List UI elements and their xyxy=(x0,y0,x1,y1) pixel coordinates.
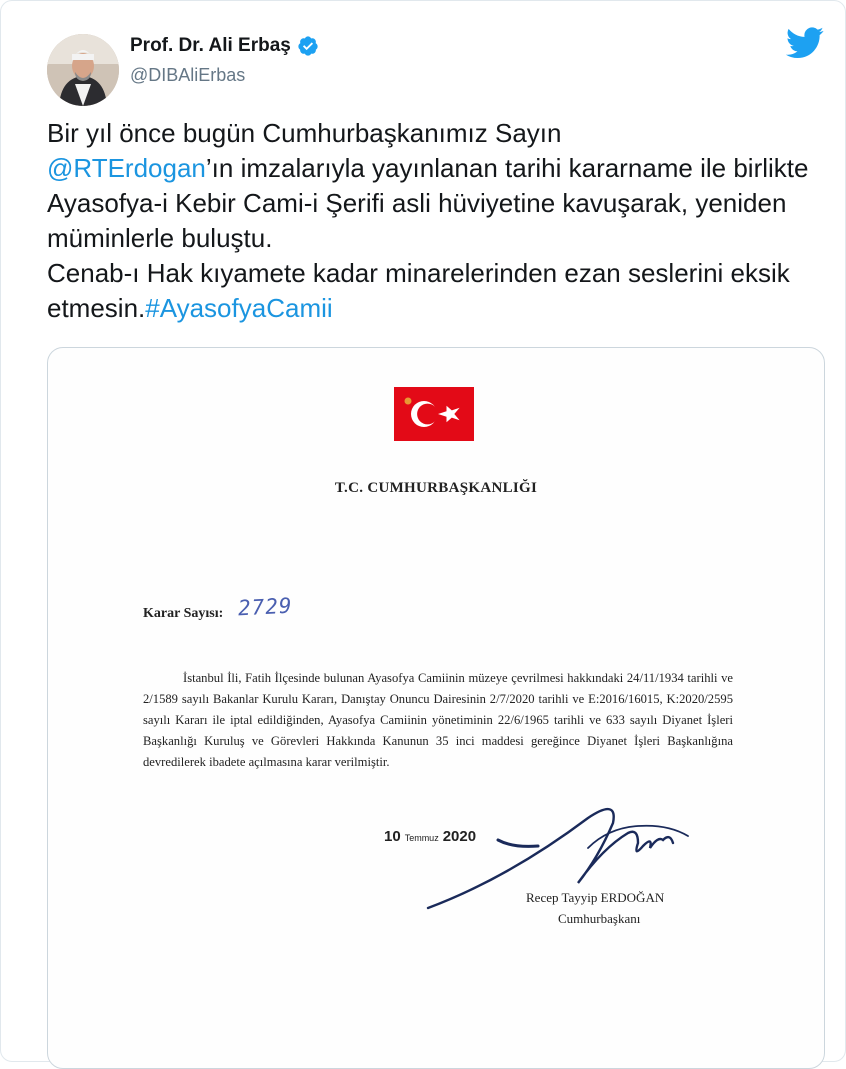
user-handle[interactable]: @DIBAliErbas xyxy=(130,65,246,85)
decree-body: İstanbul İli, Fatih İlçesinde bulunan Ayasofya Camiinin müzeye çevrilmesi hakkındaki 24/11/1934 tarihli ve 2/1589 sayılı Bakanlar Kurulu Kararı, Danıştay Onuncu Dairesinin 2/7/2020 tarihli ve E:2016/16015, K:2020/2595 sayılı Kararı ile iptal edildiğinden, Ayasofya Camiinin yönetiminin 22/6/1965 tarihli ve 633 sayılı Diyanet İşleri Başkanlığı Kuruluş ve Görevleri Hakkında Kanunun 35 inci maddesi gereğince Diyanet İşleri Başkanlığına devredilerek ibadete açılmasına karar verilmiştir. xyxy=(143,671,733,769)
tweet-text-line3: Cenab-ı Hak kıyamete kadar minarelerinden ezan seslerini eksik etmesin. xyxy=(47,258,790,323)
media-image[interactable] xyxy=(47,347,825,1069)
avatar-photo xyxy=(47,34,119,106)
document-title: T.C. CUMHURBAŞKANLIĞI xyxy=(334,480,538,496)
mention-link[interactable]: @RTErdogan xyxy=(47,153,206,183)
tweet-text-line2: ’ın imzalarıyla yayınlanan tarihi kararname ile birlikte Ayasofya-i Kebir Cami-i Şerifi asli hüviyetine kavuşarak, yeniden müminlerle buluştu. xyxy=(47,153,809,253)
date-day: 10 xyxy=(384,828,401,845)
verified-badge-icon xyxy=(297,35,319,57)
tweet-text-line1: Bir yıl önce bugün Cumhurbaşkanımız Sayın xyxy=(47,118,562,148)
twitter-bird-icon[interactable] xyxy=(785,27,825,59)
signer-title: Cumhurbaşkanı xyxy=(558,911,641,926)
decree-date xyxy=(384,828,476,845)
display-name[interactable]: Prof. Dr. Ali Erbaş xyxy=(130,35,291,56)
decree-document xyxy=(48,348,824,1068)
decision-number-label: Karar Sayısı: xyxy=(143,606,224,621)
date-year: 2020 xyxy=(442,828,477,845)
turkish-flag-icon xyxy=(394,387,474,441)
tweet-text xyxy=(47,116,817,326)
display-name-row[interactable] xyxy=(130,35,319,57)
hashtag-link[interactable]: #AyasofyaCamii xyxy=(145,293,333,323)
signer-name: Recep Tayyip ERDOĞAN xyxy=(526,890,665,905)
decision-number-handwritten: 2729 xyxy=(237,593,294,621)
avatar[interactable] xyxy=(47,34,119,106)
date-month: Temmuz xyxy=(404,833,439,843)
